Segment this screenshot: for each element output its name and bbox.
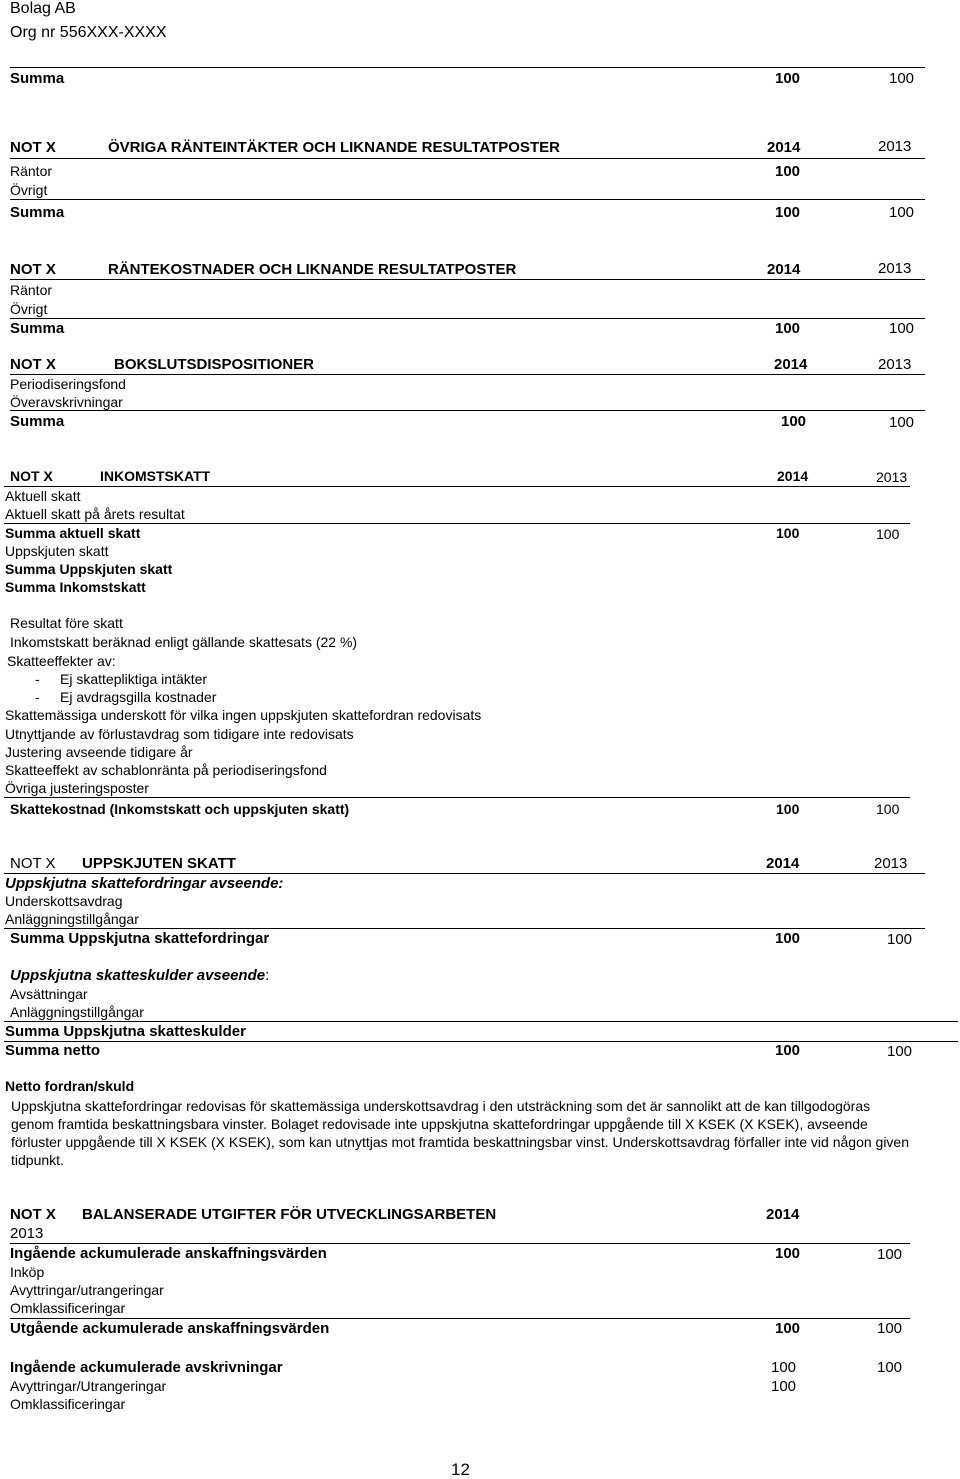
section-heading bbox=[10, 968, 269, 983]
summa-label: Summa bbox=[10, 413, 65, 430]
row-label: Avyttringar/Utrangeringar bbox=[10, 1378, 167, 1394]
company-name: Bolag AB bbox=[10, 0, 76, 17]
row-label: Anläggningstillgångar bbox=[10, 1004, 144, 1020]
row-label: Underskottsavdrag bbox=[5, 893, 123, 909]
summa-2013: 100 bbox=[889, 204, 915, 221]
summa-label: Summa Uppskjuten skatt bbox=[5, 561, 173, 577]
summa-2013: 100 bbox=[889, 70, 915, 87]
summa-2014: 100 bbox=[781, 413, 807, 430]
summa-2013: 100 bbox=[876, 801, 900, 817]
divider bbox=[4, 523, 910, 524]
row-value-2014: 100 bbox=[775, 163, 801, 180]
divider bbox=[10, 199, 925, 200]
summa-2013: 100 bbox=[887, 1043, 913, 1060]
section-heading: Uppskjutna skattefordringar avseende: bbox=[5, 875, 284, 892]
year-2013: 2013 bbox=[10, 1225, 44, 1242]
row-label: Skatteeffekter av: bbox=[7, 653, 116, 669]
row-value-2014: 100 bbox=[771, 1378, 797, 1395]
year-2014: 2014 bbox=[767, 139, 801, 156]
divider bbox=[10, 374, 925, 375]
row-label: Ej skattepliktiga intäkter bbox=[60, 671, 208, 687]
row-value-2013: 100 bbox=[877, 1246, 903, 1263]
divider bbox=[4, 873, 925, 874]
summa-label: Summa bbox=[10, 204, 65, 221]
note-title: UPPSKJUTEN SKATT bbox=[82, 855, 236, 872]
section-heading: Netto fordran/skuld bbox=[5, 1078, 135, 1094]
summa-label: Summa bbox=[10, 320, 65, 337]
summa-2014: 100 bbox=[775, 204, 801, 221]
explanatory-paragraph: Uppskjutna skattefordringar redovisas för skattemässiga underskottsavdrag i den utsträckning som det är sannolikt att de kan tillgodogöras genom framtida beskattningsbara vinster. Bolaget redovisade inte uppskjutna skattefordringar uppgående till X KSEK (X KSEK), avseende förluster uppgående till X KSEK (X KSEK), som kan utnyttjas mot framtida beskattningsbar vinst. Underskottsavdrag förfaller inte vid någon given tidpunkt. bbox=[11, 1098, 910, 1168]
summa-label: Summa netto bbox=[5, 1042, 101, 1059]
summa-2013: 100 bbox=[889, 320, 915, 337]
summa-label: Skattekostnad (Inkomstskatt och uppskjuten skatt) bbox=[10, 801, 350, 817]
divider bbox=[10, 410, 925, 411]
summa-2013: 100 bbox=[887, 931, 913, 948]
divider bbox=[10, 67, 925, 68]
note-title: INKOMSTSKATT bbox=[100, 468, 211, 484]
row-label: Uppskjuten skatt bbox=[5, 543, 109, 559]
note-number: NOT X bbox=[10, 855, 56, 872]
row-label: Inköp bbox=[10, 1264, 45, 1280]
row-value-2014: 100 bbox=[775, 1245, 801, 1262]
row-label: Skattemässiga underskott för vilka ingen uppskjuten skattefordran redovisats bbox=[5, 707, 482, 723]
summa-2014: 100 bbox=[776, 525, 800, 541]
row-label: Omklassificeringar bbox=[10, 1396, 126, 1412]
divider bbox=[4, 1041, 958, 1042]
summa-2013: 100 bbox=[889, 414, 915, 431]
summa-2013: 100 bbox=[877, 1320, 903, 1337]
note-number: NOT X bbox=[10, 468, 53, 484]
divider bbox=[10, 318, 925, 319]
year-2014: 2014 bbox=[767, 261, 801, 278]
summa-2014: 100 bbox=[775, 930, 801, 947]
note-number: NOT X bbox=[10, 139, 56, 156]
row-label: Övrigt bbox=[10, 301, 48, 317]
summa-label: Utgående ackumulerade anskaffningsvärden bbox=[10, 1320, 330, 1337]
row-label: Övrigt bbox=[10, 182, 48, 198]
row-label: Skatteeffekt av schablonränta på periodiseringsfond bbox=[5, 762, 327, 778]
year-2014: 2014 bbox=[777, 468, 809, 484]
divider bbox=[4, 928, 925, 929]
divider bbox=[10, 279, 925, 280]
summa-label: Summa Uppskjutna skatteskulder bbox=[5, 1023, 246, 1040]
note-number: NOT X bbox=[10, 261, 56, 278]
year-2013: 2013 bbox=[878, 138, 912, 155]
year-2013: 2013 bbox=[876, 469, 908, 485]
summa-2014: 100 bbox=[776, 801, 800, 817]
row-label: Anläggningstillgångar bbox=[5, 911, 139, 927]
row-label: Räntor bbox=[10, 163, 53, 179]
note-number: NOT X bbox=[10, 356, 56, 373]
note-title: RÄNTEKOSTNADER OCH LIKNANDE RESULTATPOSTER bbox=[108, 261, 517, 278]
year-2014: 2014 bbox=[766, 855, 800, 872]
row-value-2014: 100 bbox=[771, 1359, 797, 1376]
row-label: Inkomstskatt beräknad enligt gällande skattesats (22 %) bbox=[10, 634, 358, 650]
summa-label: Summa aktuell skatt bbox=[5, 525, 141, 541]
year-2013: 2013 bbox=[878, 356, 912, 373]
summa-label: Summa bbox=[10, 70, 65, 87]
year-2013: 2013 bbox=[874, 855, 908, 872]
row-label: Ej avdragsgilla kostnader bbox=[60, 689, 217, 705]
page-number: 12 bbox=[451, 1460, 470, 1479]
row-label: Överavskrivningar bbox=[10, 394, 123, 410]
row-label: Justering avseende tidigare år bbox=[5, 744, 193, 760]
summa-label: Summa Inkomstskatt bbox=[5, 579, 146, 595]
row-label: Aktuell skatt bbox=[5, 488, 81, 504]
summa-2013: 100 bbox=[876, 526, 900, 542]
divider bbox=[10, 1318, 910, 1319]
row-value-2013: 100 bbox=[877, 1359, 903, 1376]
section-heading-text: Uppskjutna skatteskulder avseende bbox=[10, 967, 266, 984]
row-label: Utnyttjande av förlustavdrag som tidigare inte redovisats bbox=[5, 726, 354, 742]
year-2014: 2014 bbox=[774, 356, 808, 373]
row-label: Räntor bbox=[10, 282, 53, 298]
row-label: Periodiseringsfond bbox=[10, 376, 126, 392]
org-number: Org nr 556XXX-XXXX bbox=[10, 24, 167, 41]
note-title: BOKSLUTSDISPOSITIONER bbox=[114, 356, 315, 373]
bullet-dash: - bbox=[35, 689, 40, 705]
note-number: NOT X bbox=[10, 1206, 56, 1223]
summa-2014: 100 bbox=[775, 320, 801, 337]
row-label: Avyttringar/utrangeringar bbox=[10, 1282, 164, 1298]
summa-label: Summa Uppskjutna skattefordringar bbox=[10, 930, 270, 947]
row-label: Ingående ackumulerade avskrivningar bbox=[10, 1359, 283, 1376]
summa-2014: 100 bbox=[775, 70, 801, 87]
row-label: Aktuell skatt på årets resultat bbox=[5, 506, 185, 522]
row-label: Avsättningar bbox=[10, 986, 88, 1002]
note-title: ÖVRIGA RÄNTEINTÄKTER OCH LIKNANDE RESULTATPOSTER bbox=[108, 139, 560, 156]
divider bbox=[4, 1021, 958, 1022]
row-label: Resultat före skatt bbox=[10, 615, 123, 631]
divider bbox=[4, 797, 910, 798]
year-2013: 2013 bbox=[878, 260, 912, 277]
row-label: Ingående ackumulerade anskaffningsvärden bbox=[10, 1245, 327, 1262]
row-label: Övriga justeringsposter bbox=[5, 780, 149, 796]
year-2014: 2014 bbox=[766, 1206, 800, 1223]
section-heading-colon: : bbox=[265, 967, 270, 984]
summa-2014: 100 bbox=[775, 1320, 801, 1337]
row-label: Omklassificeringar bbox=[10, 1300, 126, 1316]
divider bbox=[4, 486, 910, 487]
summa-2014: 100 bbox=[775, 1042, 801, 1059]
note-title: BALANSERADE UTGIFTER FÖR UTVECKLINGSARBETEN bbox=[82, 1206, 497, 1223]
divider bbox=[10, 1243, 910, 1244]
divider bbox=[10, 158, 925, 159]
bullet-dash: - bbox=[35, 671, 40, 687]
